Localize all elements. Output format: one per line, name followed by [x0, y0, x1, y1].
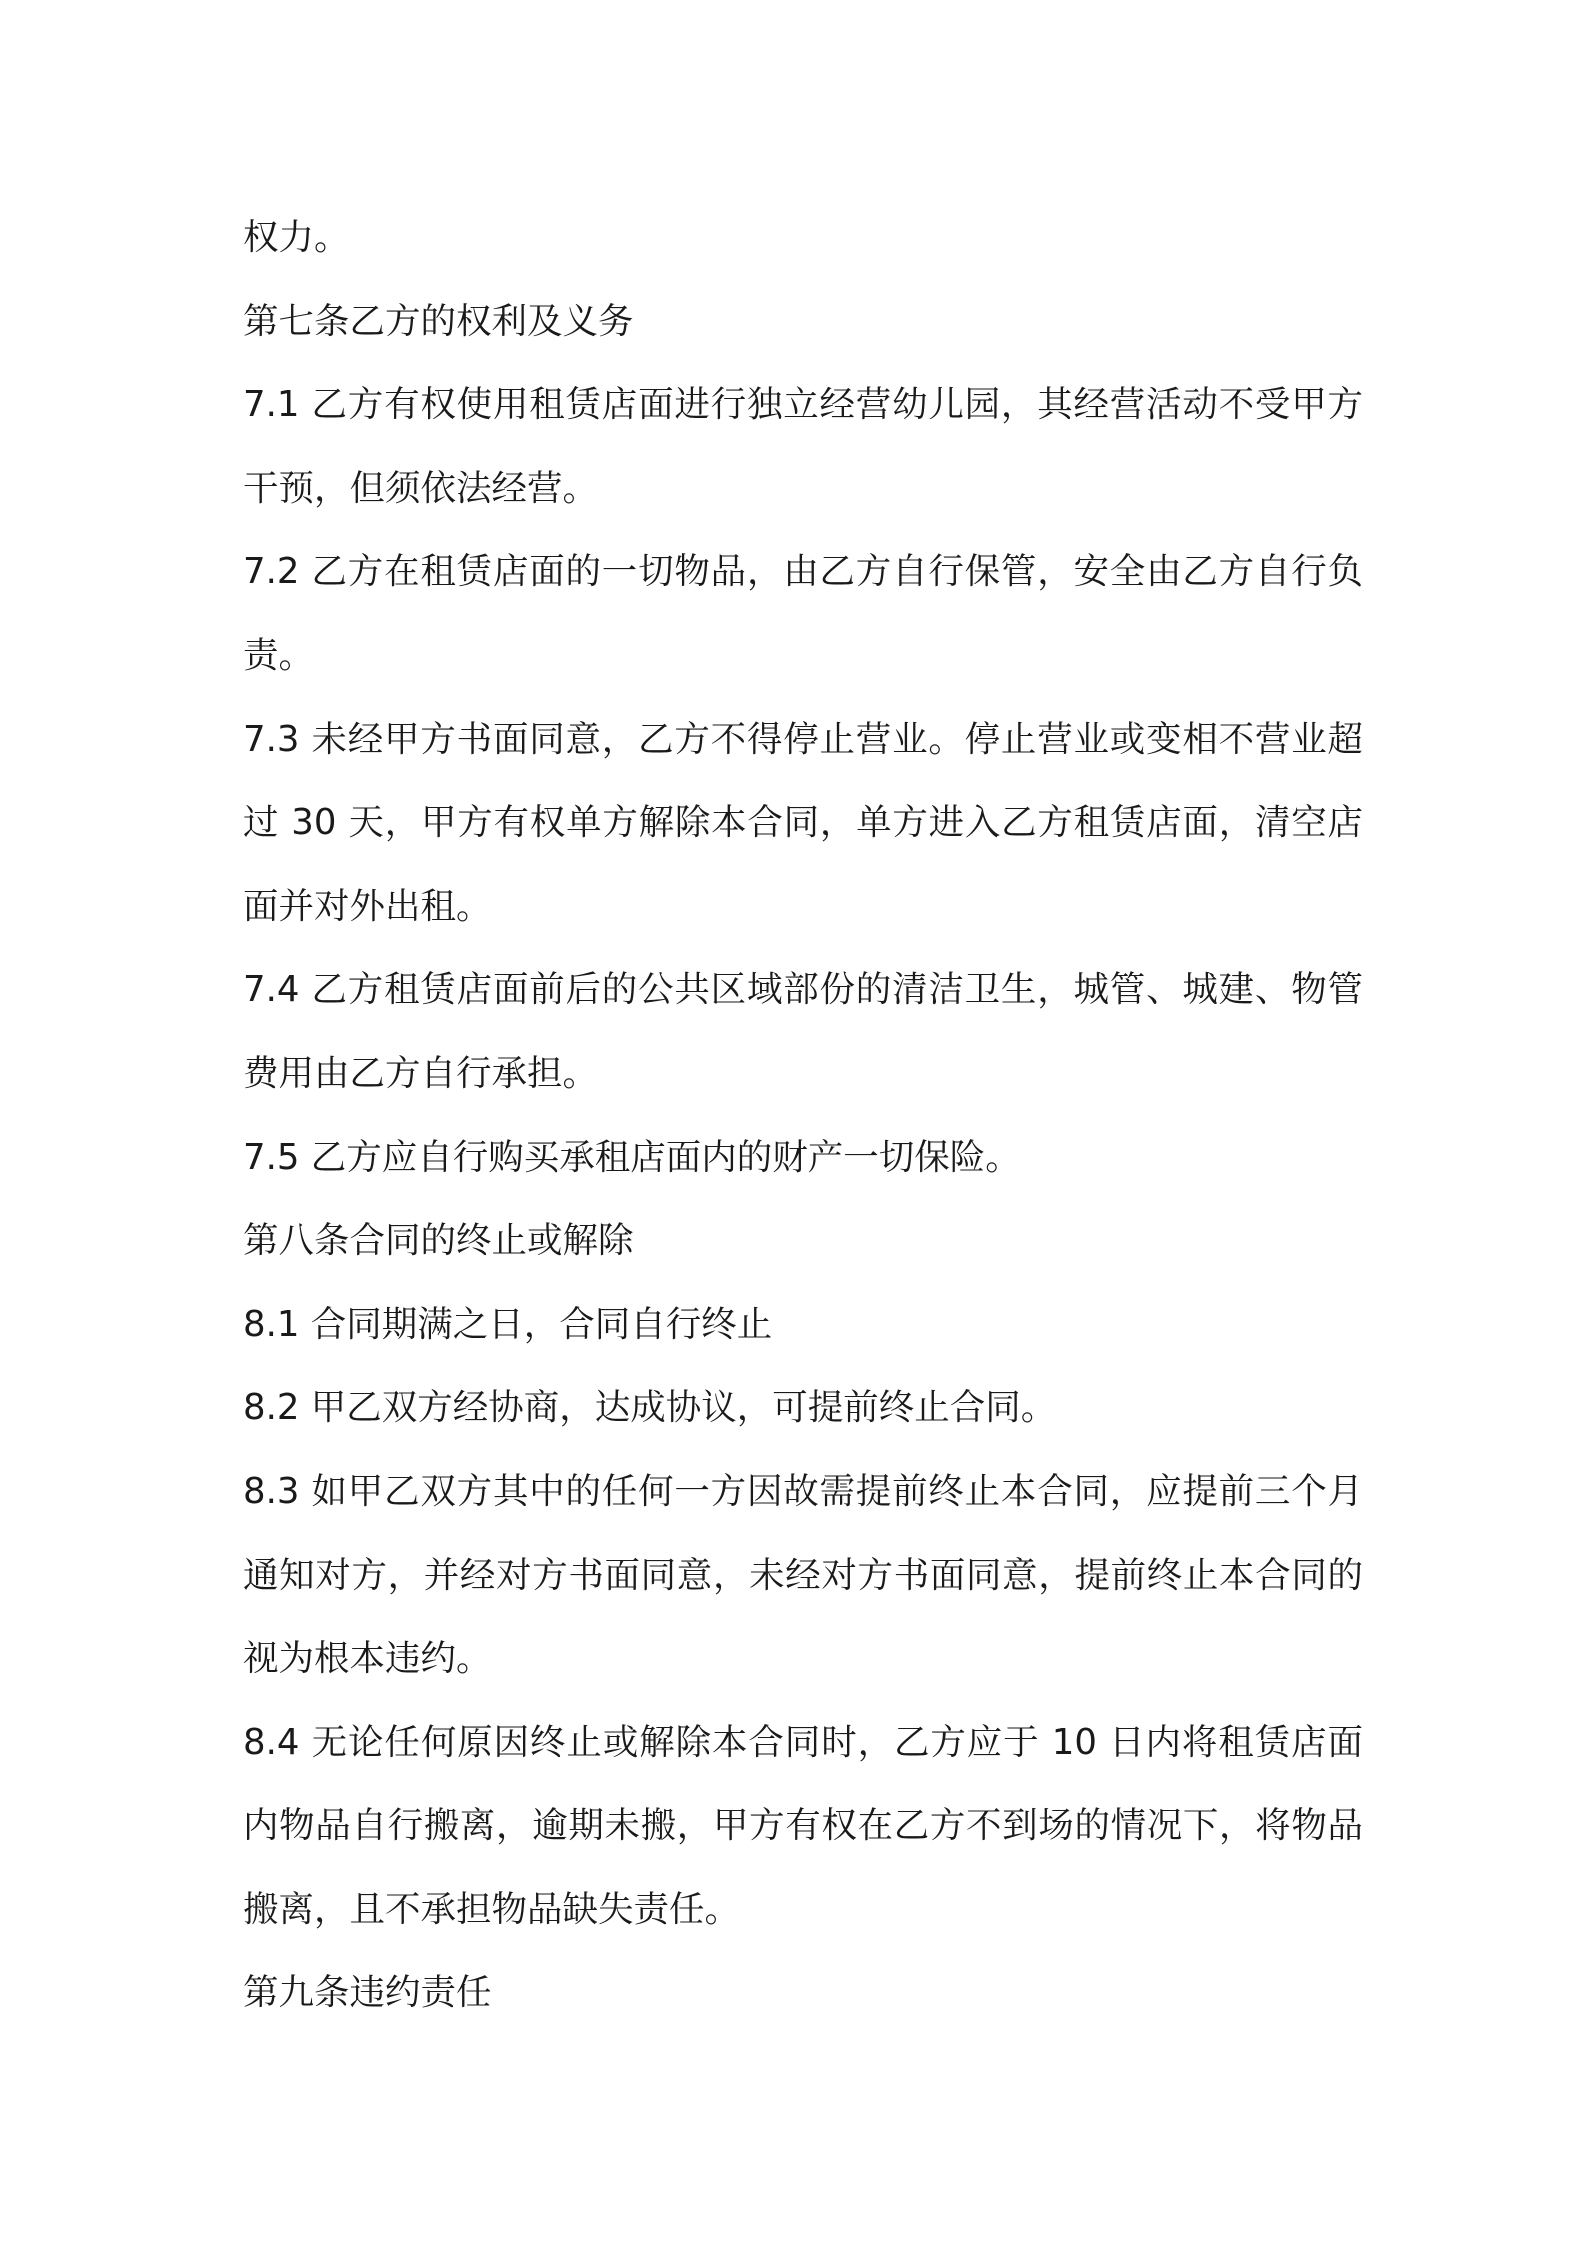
paragraph-continuation: 权力。: [243, 217, 350, 258]
clause-7-5: 7.5 乙方应自行购买承租店面内的财产一切保险。: [243, 1136, 1021, 1178]
clause-8-4: 8.4 无论任何原因终止或解除本合同时，乙方应于 10 日内将租赁店面内物品自行搬离，逾期未搬，甲方有权在乙方不到场的情况下，将物品搬离，且不承担物品缺失责任。: [243, 1721, 1363, 1930]
section-heading-8: 第八条合同的终止或解除: [243, 1220, 634, 1262]
section-heading-9: 第九条违约责任: [243, 1972, 492, 2014]
section-heading-7: 第七条乙方的权利及义务: [243, 300, 634, 342]
clause-7-3: 7.3 未经甲方书面同意，乙方不得停止营业。停止营业或变相不营业超过 30 天，甲方有权单方解除本合同，单方进入乙方租赁店面，清空店面并对外出租。: [243, 718, 1363, 927]
clause-7-4: 7.4 乙方租赁店面前后的公共区域部份的清洁卫生，城管、城建、物管费用由乙方自行承担。: [243, 969, 1363, 1094]
clause-8-3: 8.3 如甲乙双方其中的任何一方因故需提前终止本合同，应提前三个月通知对方，并经对方书面同意，未经对方书面同意，提前终止本合同的视为根本违约。: [243, 1470, 1363, 1680]
clause-8-1: 8.1 合同期满之日，合同自行终止: [243, 1303, 773, 1345]
document-body: [243, 196, 1363, 2035]
clause-8-2: 8.2 甲乙双方经协商，达成协议，可提前终止合同。: [243, 1387, 1057, 1429]
clause-7-1: 7.1 乙方有权使用租赁店面进行独立经营幼儿园，其经营活动不受甲方干预，但须依法经营。: [243, 384, 1363, 509]
clause-7-2: 7.2 乙方在租赁店面的一切物品，由乙方自行保管，安全由乙方自行负责。: [243, 551, 1363, 676]
